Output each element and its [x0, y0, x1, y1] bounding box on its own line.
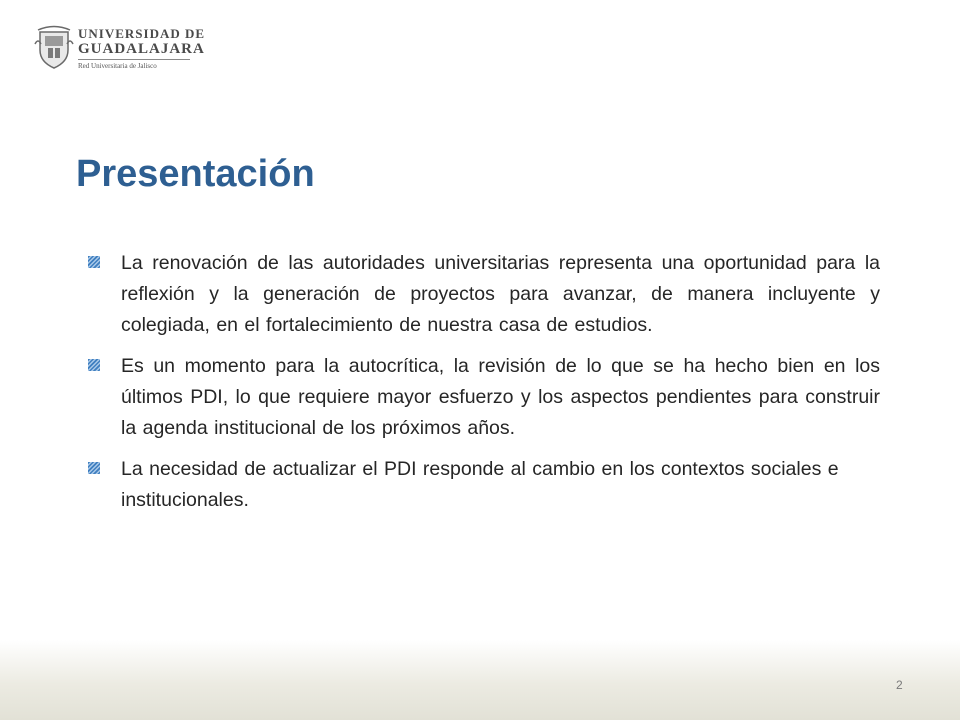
bullet-item	[88, 248, 880, 341]
page-number: 2	[896, 678, 903, 692]
logo-line-2: GUADALAJARA	[78, 41, 205, 57]
logo-line-3: Red Universitaria de Jalisco	[78, 62, 157, 70]
square-bullet-icon	[88, 462, 100, 474]
university-seal-icon	[34, 24, 74, 70]
university-logo	[34, 24, 204, 74]
square-bullet-icon	[88, 359, 100, 371]
bullet-item	[88, 351, 880, 444]
slide-title: Presentación	[76, 153, 315, 195]
footer-band	[0, 640, 960, 720]
bullet-text: La renovación de las autoridades universitarias representa una oportunidad para la reflexión y la generación de proyectos para avanzar, de manera incluyente y colegiada, en el fortalecimiento de nuestra casa de estudios.	[121, 252, 880, 336]
logo-divider	[78, 59, 190, 60]
bullet-text: Es un momento para la autocrítica, la revisión de lo que se ha hecho bien en los últimos PDI, lo que requiere mayor esfuerzo y los aspectos pendientes para construir la agenda institucional de los próximos años.	[121, 355, 880, 439]
bullet-item	[88, 454, 880, 516]
square-bullet-icon	[88, 256, 100, 268]
logo-line-1: UNIVERSIDAD DE	[78, 26, 206, 41]
bullet-list	[88, 248, 880, 526]
bullet-text: La necesidad de actualizar el PDI responde al cambio en los contextos sociales e institucionales.	[121, 458, 839, 511]
